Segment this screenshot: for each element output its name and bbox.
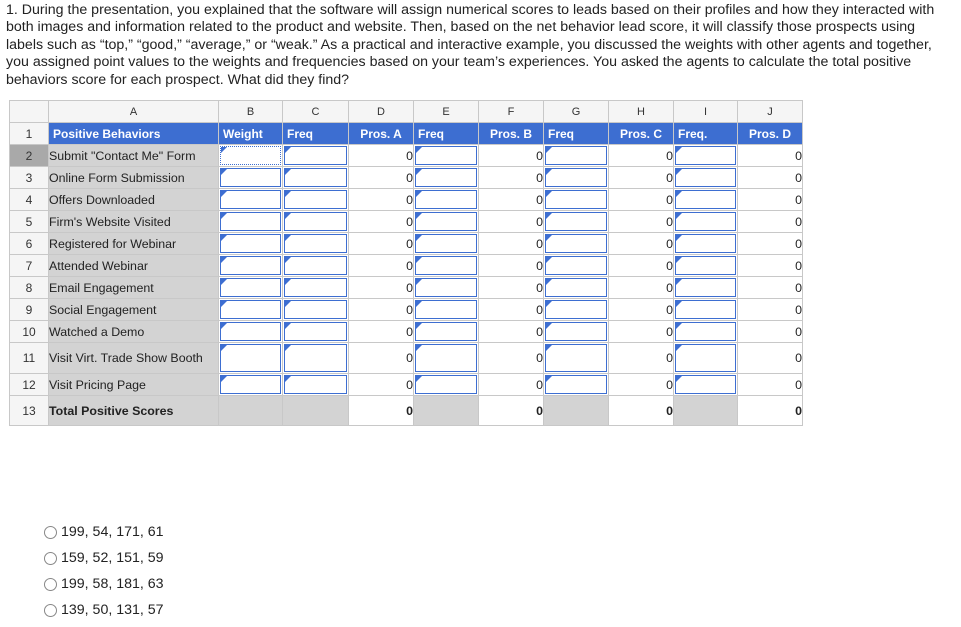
freq-input[interactable]: [544, 211, 609, 233]
prospect-score: 0: [349, 167, 414, 189]
row-number: 8: [10, 277, 49, 299]
prospect-score: 0: [479, 374, 544, 396]
prospect-score: 0: [479, 343, 544, 374]
spreadsheet: [9, 100, 803, 426]
table-row: [10, 255, 803, 277]
behavior-label: Offers Downloaded: [49, 189, 219, 211]
prospect-score: 0: [609, 321, 674, 343]
column-letter: F: [479, 101, 544, 123]
behavior-label: Attended Webinar: [49, 255, 219, 277]
input-box[interactable]: [284, 168, 347, 187]
input-box[interactable]: [220, 344, 281, 372]
behavior-label: Registered for Webinar: [49, 233, 219, 255]
table-row: [10, 277, 803, 299]
input-box[interactable]: [220, 322, 281, 341]
column-letter: C: [283, 101, 349, 123]
input-box[interactable]: [545, 256, 607, 275]
freq-input[interactable]: [414, 343, 479, 374]
input-box[interactable]: [284, 212, 347, 231]
freq-input[interactable]: [674, 255, 738, 277]
radio-button[interactable]: [44, 526, 57, 539]
freq-input[interactable]: [674, 343, 738, 374]
answer-option-label: 199, 58, 181, 63: [61, 576, 164, 592]
freq-input[interactable]: [674, 321, 738, 343]
prospect-score: 0: [349, 189, 414, 211]
prospect-score: 0: [349, 343, 414, 374]
weight-input[interactable]: [219, 211, 283, 233]
sheet-corner: [10, 101, 49, 123]
freq-input[interactable]: [283, 211, 349, 233]
freq-input[interactable]: [414, 167, 479, 189]
input-box[interactable]: [675, 146, 736, 165]
prospect-score: 0: [609, 343, 674, 374]
prospect-score: 0: [479, 255, 544, 277]
input-box[interactable]: [545, 146, 607, 165]
input-box[interactable]: [415, 234, 477, 253]
input-box[interactable]: [545, 300, 607, 319]
answer-option-label: 199, 54, 171, 61: [61, 524, 164, 540]
input-box[interactable]: [220, 146, 281, 165]
column-header: Freq: [544, 123, 609, 145]
prospect-score: 0: [479, 211, 544, 233]
input-box[interactable]: [675, 256, 736, 275]
input-box[interactable]: [415, 190, 477, 209]
freq-input[interactable]: [414, 233, 479, 255]
weight-input[interactable]: [219, 321, 283, 343]
freq-input[interactable]: [283, 233, 349, 255]
prospect-score: 0: [738, 321, 803, 343]
radio-button[interactable]: [44, 604, 57, 617]
column-letter: B: [219, 101, 283, 123]
input-box[interactable]: [220, 278, 281, 297]
behavior-label: Email Engagement: [49, 277, 219, 299]
input-box[interactable]: [415, 168, 477, 187]
weight-input[interactable]: [219, 374, 283, 396]
input-box[interactable]: [284, 278, 347, 297]
prospect-score: 0: [609, 277, 674, 299]
input-box[interactable]: [545, 375, 607, 394]
input-box[interactable]: [415, 146, 477, 165]
answer-option[interactable]: [44, 571, 164, 597]
input-box[interactable]: [545, 344, 607, 372]
answer-option[interactable]: [44, 597, 164, 623]
prospect-score: 0: [609, 233, 674, 255]
column-letter: E: [414, 101, 479, 123]
freq-input[interactable]: [544, 321, 609, 343]
behavior-label: Submit "Contact Me" Form: [49, 145, 219, 167]
total-score: 0: [738, 396, 803, 426]
total-score: 0: [479, 396, 544, 426]
prospect-score: 0: [738, 233, 803, 255]
input-box[interactable]: [675, 300, 736, 319]
prospect-score: 0: [738, 343, 803, 374]
input-box[interactable]: [545, 168, 607, 187]
prospect-score: 0: [609, 189, 674, 211]
prospect-score: 0: [349, 321, 414, 343]
prospect-score: 0: [738, 299, 803, 321]
prospect-score: 0: [609, 145, 674, 167]
table-row: [10, 167, 803, 189]
freq-input[interactable]: [283, 374, 349, 396]
freq-input[interactable]: [283, 145, 349, 167]
input-box[interactable]: [284, 256, 347, 275]
column-letter: D: [349, 101, 414, 123]
prospect-score: 0: [479, 189, 544, 211]
prospect-score: 0: [609, 211, 674, 233]
freq-input[interactable]: [544, 255, 609, 277]
answer-options: [44, 519, 164, 623]
answer-option[interactable]: [44, 545, 164, 571]
input-box[interactable]: [284, 322, 347, 341]
input-box[interactable]: [545, 322, 607, 341]
input-box[interactable]: [675, 322, 736, 341]
prospect-score: 0: [479, 233, 544, 255]
input-box[interactable]: [284, 234, 347, 253]
prospect-score: 0: [738, 211, 803, 233]
freq-input[interactable]: [414, 255, 479, 277]
behavior-label: Visit Pricing Page: [49, 374, 219, 396]
freq-input[interactable]: [283, 277, 349, 299]
prospect-score: 0: [349, 211, 414, 233]
radio-button[interactable]: [44, 552, 57, 565]
input-box[interactable]: [220, 375, 281, 394]
freq-input[interactable]: [674, 277, 738, 299]
freq-input[interactable]: [544, 233, 609, 255]
input-box[interactable]: [284, 300, 347, 319]
table-row: [10, 343, 803, 374]
input-box[interactable]: [545, 190, 607, 209]
behavior-label: Social Engagement: [49, 299, 219, 321]
column-header: Freq: [414, 123, 479, 145]
prospect-score: 0: [349, 299, 414, 321]
input-box[interactable]: [220, 190, 281, 209]
input-box[interactable]: [545, 212, 607, 231]
prospect-score: 0: [609, 374, 674, 396]
freq-input[interactable]: [414, 299, 479, 321]
input-box[interactable]: [415, 256, 477, 275]
prospect-score: 0: [609, 255, 674, 277]
column-header: Freq: [283, 123, 349, 145]
weight-input[interactable]: [219, 189, 283, 211]
total-score: 0: [609, 396, 674, 426]
freq-input[interactable]: [414, 277, 479, 299]
column-header: Pros. A: [349, 123, 414, 145]
input-box[interactable]: [220, 300, 281, 319]
row-number: 11: [10, 343, 49, 374]
weight-input[interactable]: [219, 167, 283, 189]
weight-input[interactable]: [219, 343, 283, 374]
prospect-score: 0: [738, 277, 803, 299]
prospect-score: 0: [479, 321, 544, 343]
freq-input[interactable]: [674, 189, 738, 211]
input-box[interactable]: [415, 344, 477, 372]
total-label: Total Positive Scores: [49, 396, 219, 426]
table-row: [10, 299, 803, 321]
row-number: 4: [10, 189, 49, 211]
table-row: [10, 211, 803, 233]
table-row: [10, 233, 803, 255]
row-number: 12: [10, 374, 49, 396]
input-box[interactable]: [284, 146, 347, 165]
prospect-score: 0: [738, 255, 803, 277]
answer-option[interactable]: [44, 519, 164, 545]
row-number: 7: [10, 255, 49, 277]
column-letter: H: [609, 101, 674, 123]
freq-input[interactable]: [544, 374, 609, 396]
input-box[interactable]: [220, 234, 281, 253]
behavior-label: Visit Virt. Trade Show Booth: [49, 343, 219, 374]
empty-cell: [544, 396, 609, 426]
prospect-score: 0: [609, 299, 674, 321]
weight-input[interactable]: [219, 145, 283, 167]
input-box[interactable]: [675, 168, 736, 187]
column-header: Pros. B: [479, 123, 544, 145]
prospect-score: 0: [479, 277, 544, 299]
prospect-score: 0: [738, 167, 803, 189]
prospect-score: 0: [479, 167, 544, 189]
freq-input[interactable]: [414, 321, 479, 343]
prospect-score: 0: [349, 255, 414, 277]
freq-input[interactable]: [283, 255, 349, 277]
freq-input[interactable]: [283, 299, 349, 321]
prospect-score: 0: [479, 299, 544, 321]
row-number: 6: [10, 233, 49, 255]
total-row: [10, 396, 803, 426]
empty-cell: [219, 396, 283, 426]
question-text: 1. During the presentation, you explained that the software will assign numerical scores to leads based on their profiles and how they interacted with both images and information related to the product and website. Then, based on the net behavior lead score, it will classify those prospects using labels such as “top,” “good,” “average,” or “weak.” As a practical and interactive example, you discussed the weights with other agents and together, you assigned point values to the weights and frequencies based on your team’s experiences. You asked the agents to calculate the total positive behaviors score for each prospect. What did they find?: [6, 2, 935, 88]
prospect-score: 0: [609, 167, 674, 189]
freq-input[interactable]: [674, 167, 738, 189]
answer-option-label: 139, 50, 131, 57: [61, 602, 164, 618]
prospect-score: 0: [349, 233, 414, 255]
input-box[interactable]: [415, 322, 477, 341]
freq-input[interactable]: [414, 374, 479, 396]
row-number: 10: [10, 321, 49, 343]
input-box[interactable]: [284, 375, 347, 394]
column-header: Weight: [219, 123, 283, 145]
input-box[interactable]: [284, 344, 347, 372]
freq-input[interactable]: [414, 211, 479, 233]
behavior-label: Online Form Submission: [49, 167, 219, 189]
row-number: 3: [10, 167, 49, 189]
freq-input[interactable]: [544, 277, 609, 299]
empty-cell: [283, 396, 349, 426]
input-box[interactable]: [220, 168, 281, 187]
freq-input[interactable]: [674, 299, 738, 321]
prospect-score: 0: [349, 374, 414, 396]
freq-input[interactable]: [544, 189, 609, 211]
input-box[interactable]: [675, 234, 736, 253]
prospect-score: 0: [738, 374, 803, 396]
freq-input[interactable]: [414, 189, 479, 211]
weight-input[interactable]: [219, 299, 283, 321]
input-box[interactable]: [675, 375, 736, 394]
column-header: Pros. D: [738, 123, 803, 145]
freq-input[interactable]: [283, 189, 349, 211]
freq-input[interactable]: [674, 145, 738, 167]
input-box[interactable]: [675, 278, 736, 297]
answer-option-label: 159, 52, 151, 59: [61, 550, 164, 566]
row-number: 1: [10, 123, 49, 145]
column-header: Freq.: [674, 123, 738, 145]
column-header: Pros. C: [609, 123, 674, 145]
table-row: [10, 374, 803, 396]
weight-input[interactable]: [219, 277, 283, 299]
row-number: 9: [10, 299, 49, 321]
freq-input[interactable]: [414, 145, 479, 167]
row-number: 5: [10, 211, 49, 233]
input-box[interactable]: [675, 190, 736, 209]
table-row: [10, 189, 803, 211]
input-box[interactable]: [220, 256, 281, 275]
empty-cell: [674, 396, 738, 426]
input-box[interactable]: [675, 344, 736, 372]
input-box[interactable]: [220, 212, 281, 231]
header-row: [10, 123, 803, 145]
freq-input[interactable]: [544, 167, 609, 189]
input-box[interactable]: [415, 375, 477, 394]
freq-input[interactable]: [544, 145, 609, 167]
input-box[interactable]: [545, 278, 607, 297]
table-row: [10, 145, 803, 167]
input-box[interactable]: [415, 300, 477, 319]
prospect-score: 0: [349, 145, 414, 167]
prospect-score: 0: [738, 145, 803, 167]
freq-input[interactable]: [544, 343, 609, 374]
freq-input[interactable]: [283, 321, 349, 343]
prospect-score: 0: [479, 145, 544, 167]
row-number: 13: [10, 396, 49, 426]
freq-input[interactable]: [544, 299, 609, 321]
total-score: 0: [349, 396, 414, 426]
radio-button[interactable]: [44, 578, 57, 591]
prospect-score: 0: [349, 277, 414, 299]
input-box[interactable]: [415, 278, 477, 297]
behavior-label: Firm's Website Visited: [49, 211, 219, 233]
input-box[interactable]: [415, 212, 477, 231]
freq-input[interactable]: [674, 233, 738, 255]
column-letter: J: [738, 101, 803, 123]
empty-cell: [414, 396, 479, 426]
input-box[interactable]: [675, 212, 736, 231]
freq-input[interactable]: [674, 211, 738, 233]
input-box[interactable]: [545, 234, 607, 253]
column-letter-row: [10, 101, 803, 123]
row-number: 2: [10, 145, 49, 167]
weight-input[interactable]: [219, 233, 283, 255]
table-row: [10, 321, 803, 343]
column-letter: G: [544, 101, 609, 123]
behavior-label: Watched a Demo: [49, 321, 219, 343]
weight-input[interactable]: [219, 255, 283, 277]
freq-input[interactable]: [283, 343, 349, 374]
freq-input[interactable]: [674, 374, 738, 396]
column-header: Positive Behaviors: [49, 123, 219, 145]
prospect-score: 0: [738, 189, 803, 211]
column-letter: A: [49, 101, 219, 123]
column-letter: I: [674, 101, 738, 123]
freq-input[interactable]: [283, 167, 349, 189]
input-box[interactable]: [284, 190, 347, 209]
